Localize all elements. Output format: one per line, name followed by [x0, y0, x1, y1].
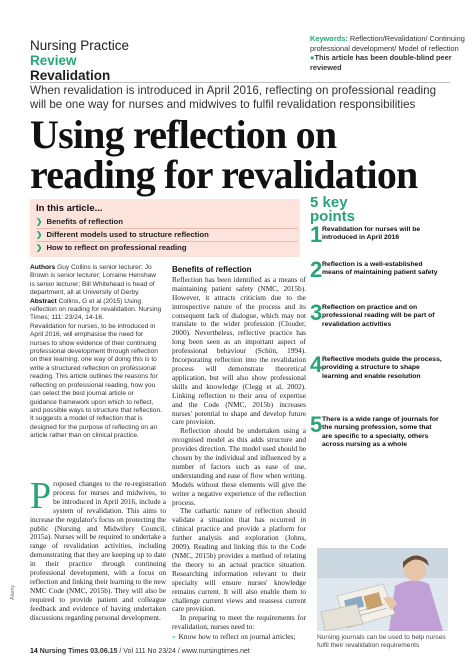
abstract-citation: Collins, G et al (2015) Using reflection on reading for revalidation. Nursing Times; 111: 23/24, 14-16. — [30, 297, 162, 322]
nurse-reading-photo — [317, 548, 448, 631]
key-points-title-line-1: 5 key — [310, 194, 348, 211]
body-paragraph: Reflection should be undertaken using a recognised model as this adds structure and provides direction. The model used should be chosen by the individual and influenced by a number of factors such as ease of use, understanding and ease of flow when writing. Models without these elements will give the writer a negative experience of the reflection process. — [172, 426, 306, 507]
body-paragraph: The cathartic nature of reflection should validate a situation that has occurred in clinical practice and provide a platform for further analysis and exploration (Johns, 2009). Reading and linking this to the Code (NMC, 2015b) provides a method of relating the theory to an actual practice situation. Researching information relevant to their specialty will ensure nurses' knowledge remains current. It will also enable them to challenge current views and reassess current care provision. — [172, 506, 306, 614]
keywords-box — [310, 34, 470, 72]
intro-text: roposed changes to the re-registration process for nurses and midwives, to be introduced in April 2016, include a system of revalidation. This aims to increase the regulator's focus on protecting the public (Nursing and Midwifery Council, 2015a). Nurses will be required to undertake a range of revalidation activities, including demonstrating that they are keeping up to date in their practice through continuing professional development, with a focus on reflection and linking their learning to the new NMC Code (NMC, 2015b). They will also be required to provide patient and colleague feedback and evidence of having undertaken discussions regarding personal development. — [30, 479, 166, 622]
authors-abstract — [30, 264, 162, 441]
category-label: Review — [30, 53, 77, 68]
topic-label: Revalidation — [30, 68, 111, 83]
publication-details: / Vol 111 No 23/24 / www.nursingtimes.net — [119, 648, 250, 655]
in-this-article-item-label: Benefits of reflection — [46, 217, 123, 226]
key-point-number: 3 — [310, 300, 323, 325]
key-points-title — [310, 196, 450, 224]
headline — [30, 112, 460, 197]
key-point-text: Reflection on practice and on professional reading will be part of revalidation activities — [322, 304, 435, 328]
in-this-article-item — [36, 217, 298, 227]
key-point-number: 4 — [310, 352, 323, 377]
keywords-label: Keywords: — [310, 34, 348, 43]
body-paragraph: In preparing to meet the requirements for revalidation, nurses need to: — [172, 613, 306, 632]
header-divider — [30, 82, 450, 83]
headline-line-1: Using reflection on — [30, 112, 337, 157]
in-this-article-item-label: How to reflect on professional reading — [46, 243, 187, 252]
page-number: 14 — [30, 648, 38, 655]
bullet-icon: ● — [310, 53, 315, 63]
headline-line-2: reading for revalidation — [30, 152, 418, 197]
standfirst: When revalidation is introduced in April 2016, reflecting on professional reading will be one way for nurses and midwives to fulfil revalidation responsibilities — [30, 84, 437, 111]
key-point-text: There is a wide range of journals for the nursing profession, some that are specific to a specialty, others across nursing as a whole — [322, 416, 439, 448]
photo-caption: Nursing journals can be used to help nurses fulfil their revalidation requirements — [317, 634, 446, 649]
key-point-number: 2 — [310, 257, 323, 282]
in-this-article-item — [36, 243, 298, 253]
chevron-right-icon: » — [172, 632, 176, 642]
body-paragraph: Reflection has been identified as a means of maintaining patient safety (NMC, 2015b). However, it attracts criticism due to the introspective nature of the process and its consequent lack of dialogue, which may not translate to the wider profession (Clouder, 2000). Nevertheless, reflective practice has long been seen as an important aspect of professional behaviour (Schön, 1994). Incorporating reflection into the revalidation process will demonstrate theoretical application, but will also show professional skills and knowledge (Clegg et al, 2002). Linking reflection to their area of expertise and the Code (NMC, 2015b) increases nurses' potential to shape and develop future care provision. — [172, 274, 306, 427]
key-point-number: 5 — [310, 412, 323, 437]
abstract-label: Abstract — [30, 297, 57, 305]
photo-credit: Alamy — [10, 584, 16, 600]
authors-text: Guy Collins is senior lecturer; Jo Brown is senior lecturer; Lorraine Henshaw is senior lecturer; Bill Whitehead is head of department, all at University of Derby. — [30, 264, 157, 297]
key-point-text: Reflective models guide the process, providing a structure to shape learning and enable resolution — [322, 356, 442, 380]
keywords-text: Reflection/Revalidation/ Continuing professional development/ Model of reflection — [310, 34, 465, 53]
abstract-body: Revalidation for nurses, to be introduced in April 2016, will emphasise the need for nurses to show evidence of their continuing professional development through reflection on their learning; one way of doing this is to write a structured reflection on professional reading. This article outlines the reasons for reflecting on professional reading, how you can select the best journal article or guidance framework upon which to reflect, and possible ways to structure that reflection. It suggests a model of reflection that is designed for the purpose of reflecting on an article rather than on clinical practice. — [30, 322, 162, 440]
chevron-right-icon: ❯ — [36, 243, 43, 252]
chevron-right-icon: ❯ — [36, 230, 43, 239]
page-footer — [30, 648, 250, 655]
body-bullet — [172, 633, 306, 642]
section-heading: Benefits of reflection — [172, 265, 252, 274]
drop-cap: P — [30, 475, 52, 517]
section-label: Nursing Practice — [30, 38, 130, 53]
intro-paragraph — [30, 475, 166, 623]
body-bullet-text: Know how to reflect on journal articles; — [178, 632, 296, 642]
in-this-article-box — [30, 199, 300, 257]
key-point-text: Reflection is a well-established means of maintaining patient safety — [322, 261, 438, 277]
in-this-article-item — [36, 230, 298, 240]
chevron-right-icon: ❯ — [36, 217, 43, 226]
key-point-text: Revalidation for nurses will be introduced in April 2016 — [322, 226, 421, 242]
in-this-article-title: In this article... — [36, 203, 103, 214]
photo-illustration — [317, 548, 448, 631]
in-this-article-item-label: Different models used to structure reflection — [46, 230, 209, 239]
authors-label: Authors — [30, 264, 56, 271]
key-points-title-line-2: points — [310, 208, 355, 225]
key-point-number: 1 — [310, 222, 323, 247]
publication-name: Nursing Times 03.06.15 — [39, 648, 118, 655]
body-column — [172, 266, 306, 642]
peer-review-note: This article has been double-blind peer reviewed — [310, 53, 452, 72]
section-header — [30, 38, 280, 83]
